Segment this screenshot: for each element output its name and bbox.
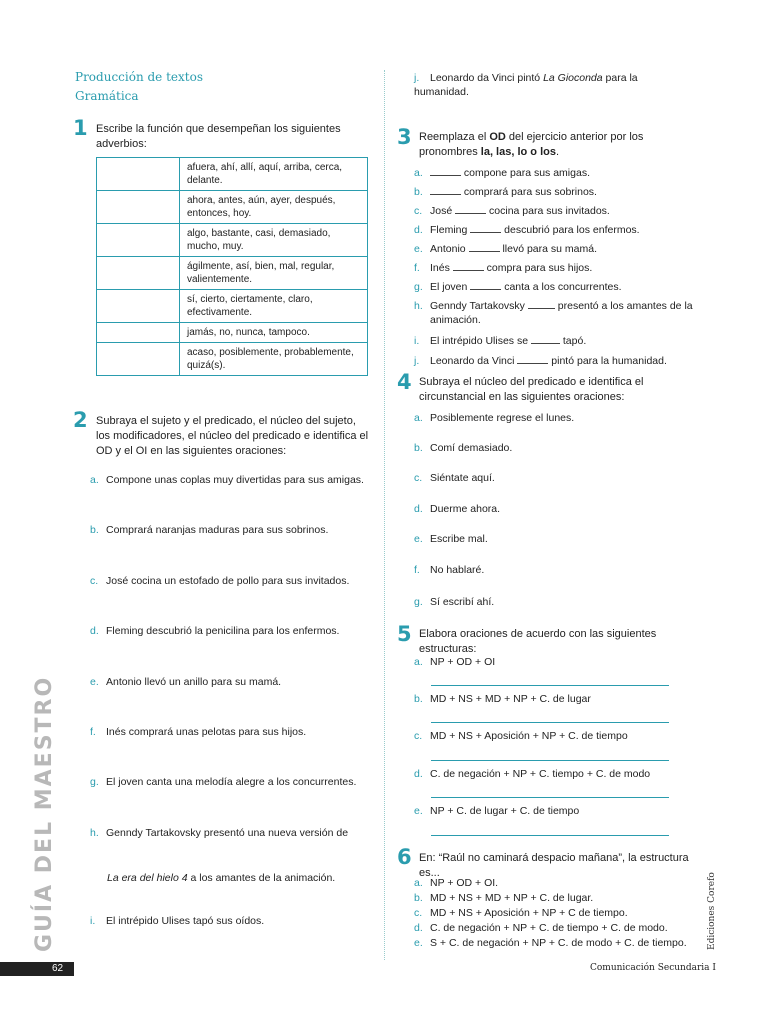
list-item: g. El joven canta una melodía alegre a los concurrentes. [90,776,357,788]
list-item: a. NP + OD + OI [414,656,496,668]
page-number: 62 [52,963,64,974]
answer-cell[interactable] [97,158,180,191]
list-item: j. Leonardo da Vinci pintó para la humanidad. [414,355,667,367]
list-item: e. NP + C. de lugar + C. de tiempo [414,805,580,817]
exercise-1-instruction: Escribe la función que desempeñan los siguientes adverbios: [96,123,341,150]
table-row [97,343,368,376]
exercise-2-number: 2 [73,408,88,432]
list-item: e. S + C. de negación + NP + C. de modo + C. de tiempo. [414,937,687,949]
list-item: a. compone para sus amigas. [414,167,590,179]
side-publisher: Ediciones Corefo [707,872,717,950]
adverb-cell: sí, cierto, ciertamente, claro, efectivamente. [180,290,368,323]
answer-line[interactable] [431,797,669,798]
list-item: c. Siéntate aquí. [414,472,495,484]
list-item: b. Comí demasiado. [414,442,513,454]
column-divider [384,70,385,960]
table-row [97,191,368,224]
answer-blank[interactable] [528,299,555,309]
table-row [97,257,368,290]
answer-cell[interactable] [97,323,180,343]
list-item: b. MD + NS + MD + NP + C. de lugar [414,693,591,705]
list-item: d. C. de negación + NP + C. tiempo + C. de modo [414,768,651,780]
exercise-2-instruction: Subraya el sujeto y el predicado, el núcleo del sujeto, los modificadores, el núcleo del predicado e identifica el OD y el OI en las siguientes oraciones: [96,415,369,457]
table-row [97,323,368,343]
answer-blank[interactable] [531,334,560,344]
list-item: a. NP + OD + OI. [414,877,499,889]
list-item: f. Inés comprará unas pelotas para sus hijos. [90,726,307,738]
list-item: a. Posiblemente regrese el lunes. [414,412,575,424]
table-row [97,158,368,191]
exercise-5-instruction: Elabora oraciones de acuerdo con las siguientes estructuras: [419,628,657,655]
exercise-4-instruction: Subraya el núcleo del predicado e identifica el circunstancial en las siguientes oraciones: [419,376,644,403]
answer-line[interactable] [431,835,669,836]
exercise-5-number: 5 [397,622,412,646]
answer-blank[interactable] [517,354,548,364]
list-item: j. Leonardo da Vinci pintó La Gioconda para la humanidad. [414,72,638,98]
list-item: h. Genndy Tartakovsky presentó una nueva versión de [90,827,349,839]
list-item: f. Inés compra para sus hijos. [414,262,593,274]
list-item: b. Comprará naranjas maduras para sus sobrinos. [90,524,329,536]
list-item: e. Escribe mal. [414,533,488,545]
adverb-cell: algo, bastante, casi, demasiado, mucho, muy. [180,224,368,257]
list-item: d. Fleming descubrió para los enfermos. [414,224,640,236]
list-item: c. MD + NS + Aposición + NP + C de tiempo. [414,907,628,919]
answer-blank[interactable] [453,261,484,271]
answer-line[interactable] [431,722,669,723]
exercise-6-number: 6 [397,845,412,869]
exercise-3-number: 3 [397,125,412,149]
exercise-4-number: 4 [397,370,412,394]
list-item: e. Antonio llevó para su mamá. [414,243,597,255]
list-item: f. No hablaré. [414,564,485,576]
table-row [97,290,368,323]
list-item: h. Genndy Tartakovsky presentó a los amantes de la animación. [414,300,693,326]
list-item: i. El intrépido Ulises tapó sus oídos. [90,915,265,927]
list-item: d. Duerme ahora. [414,503,501,515]
table-row [97,224,368,257]
header-section: Producción de textos [75,70,203,84]
adverb-cell: acaso, posiblemente, probablemente, quizá(s). [180,343,368,376]
side-guide-title: GUÍA DEL MAESTRO [32,675,57,952]
list-item-continuation: La era del hielo 4 a los amantes de la animación. [107,872,336,884]
list-item: g. El joven canta a los concurrentes. [414,281,622,293]
adverb-cell: jamás, no, nunca, tampoco. [180,323,368,343]
adverbs-table [96,157,368,376]
header-topic: Gramática [75,89,139,103]
list-item: d. C. de negación + NP + C. de tiempo + C. de modo. [414,922,668,934]
answer-blank[interactable] [469,242,500,252]
exercise-6-instruction: En: “Raúl no caminará despacio mañana”, la estructura es... [419,852,689,879]
list-item: b. MD + NS + MD + NP + C. de lugar. [414,892,594,904]
list-item: c. José cocina un estofado de pollo para sus invitados. [90,575,350,587]
list-item: c. José cocina para sus invitados. [414,205,610,217]
list-item: c. MD + NS + Aposición + NP + C. de tiempo [414,730,628,742]
list-item: a. Compone unas coplas muy divertidas para sus amigas. [90,474,364,486]
list-item: i. El intrépido Ulises se tapó. [414,335,587,347]
answer-line[interactable] [431,760,669,761]
answer-cell[interactable] [97,290,180,323]
answer-cell[interactable] [97,343,180,376]
exercise-1-number: 1 [73,116,88,140]
exercise-3-instruction: Reemplaza el OD del ejercicio anterior por los pronombres la, las, lo o los. [419,131,644,158]
list-item: b. comprará para sus sobrinos. [414,186,597,198]
adverb-cell: ahora, antes, aún, ayer, después, entonces, hoy. [180,191,368,224]
footer-subject: Comunicación Secundaria I [590,963,716,973]
adverb-cell: afuera, ahí, allí, aquí, arriba, cerca, delante. [180,158,368,191]
adverb-cell: ágilmente, así, bien, mal, regular, valientemente. [180,257,368,290]
answer-cell[interactable] [97,224,180,257]
list-item: g. Sí escribí ahí. [414,596,495,608]
list-item: d. Fleming descubrió la penicilina para los enfermos. [90,625,340,637]
list-item: e. Antonio llevó un anillo para su mamá. [90,676,282,688]
answer-blank[interactable] [455,204,486,214]
answer-cell[interactable] [97,191,180,224]
answer-blank[interactable] [430,166,461,176]
answer-line[interactable] [431,685,669,686]
answer-blank[interactable] [470,223,501,233]
answer-blank[interactable] [470,280,501,290]
answer-cell[interactable] [97,257,180,290]
answer-blank[interactable] [430,185,461,195]
